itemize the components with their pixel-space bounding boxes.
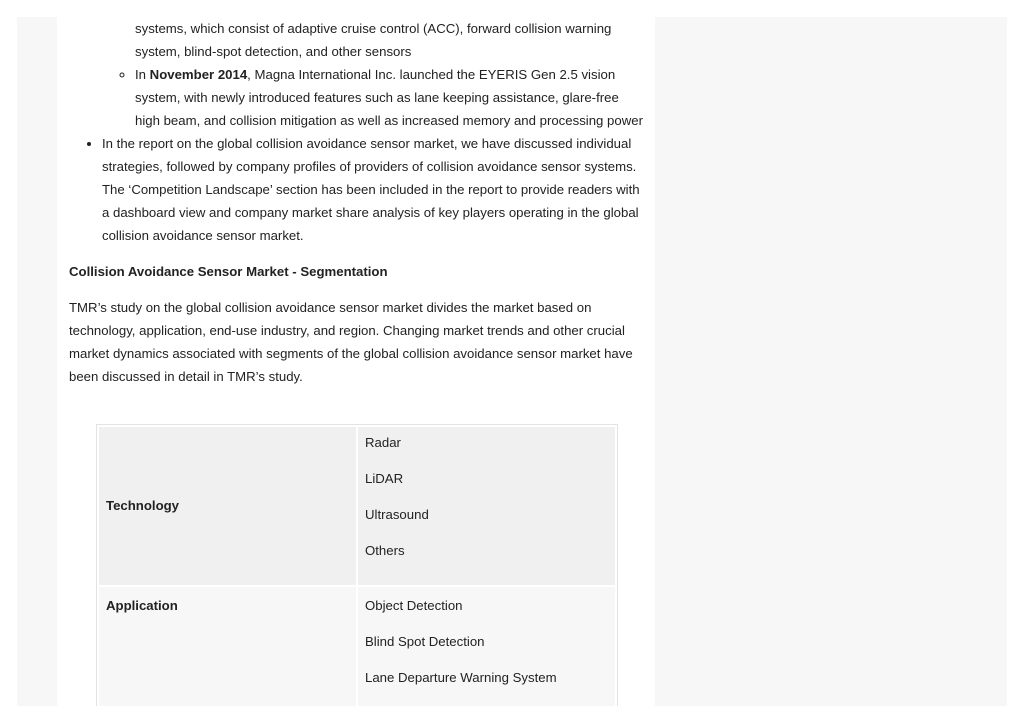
segment-values — [358, 587, 615, 706]
segment-value: Object Detection — [365, 598, 463, 613]
article-content — [69, 17, 644, 388]
segment-label: Application — [99, 587, 356, 706]
segment-label: Technology — [99, 427, 356, 585]
article-body — [57, 17, 655, 706]
sub-bullet-list — [102, 17, 644, 132]
sub-bullet-text: , Magna International Inc. launched the EYERIS Gen 2.5 vision system, with newly introduced features such as lane keeping assistance, glare-free high beam, and collision mitigation as well as increased memory and processing power — [135, 67, 643, 128]
section-heading: Collision Avoidance Sensor Market - Segmentation — [69, 264, 388, 279]
table-row — [99, 427, 615, 585]
bullet-item: • In the report on the global collision avoidance sensor market, we have discussed individual strategies, followed by company profiles of providers of collision avoidance sensor systems. The ‘Competition Landscape’ section has been included in the report to provide readers with a dashboard view and company market share analysis of key players operating in the global collision avoidance sensor market. — [102, 132, 644, 247]
nested-list-wrapper — [102, 17, 644, 132]
right-sidebar — [655, 17, 1006, 706]
segment-value: Others — [365, 543, 405, 558]
continuation-line-1: systems, which consist of adaptive cruise control (ACC), forward collision warning — [135, 21, 612, 36]
segment-values — [358, 427, 615, 585]
segmentation-table — [96, 424, 618, 706]
sub-bullet-continuation — [135, 17, 644, 63]
continuation-line-2: system, blind-spot detection, and other sensors — [135, 44, 412, 59]
sub-bullet-item — [135, 63, 644, 132]
section-paragraph: TMR’s study on the global collision avoidance sensor market divides the market based on technology, application, end-use industry, and region. Changing market trends and other crucial market dynamics associated with segments of the global collision avoidance sensor market have been discussed in detail in TMR’s study. — [69, 300, 633, 384]
segment-value: LiDAR — [365, 471, 404, 486]
sub-bullet-prefix: In — [135, 67, 150, 82]
segment-value: Lane Departure Warning System — [365, 670, 557, 685]
bullet-list — [69, 17, 644, 247]
segment-value: Radar — [365, 435, 401, 450]
sub-bullet-date: November 2014 — [149, 67, 248, 82]
table-row — [99, 587, 615, 706]
segment-value: Blind Spot Detection — [365, 634, 485, 649]
segment-value: Ultrasound — [365, 507, 429, 522]
